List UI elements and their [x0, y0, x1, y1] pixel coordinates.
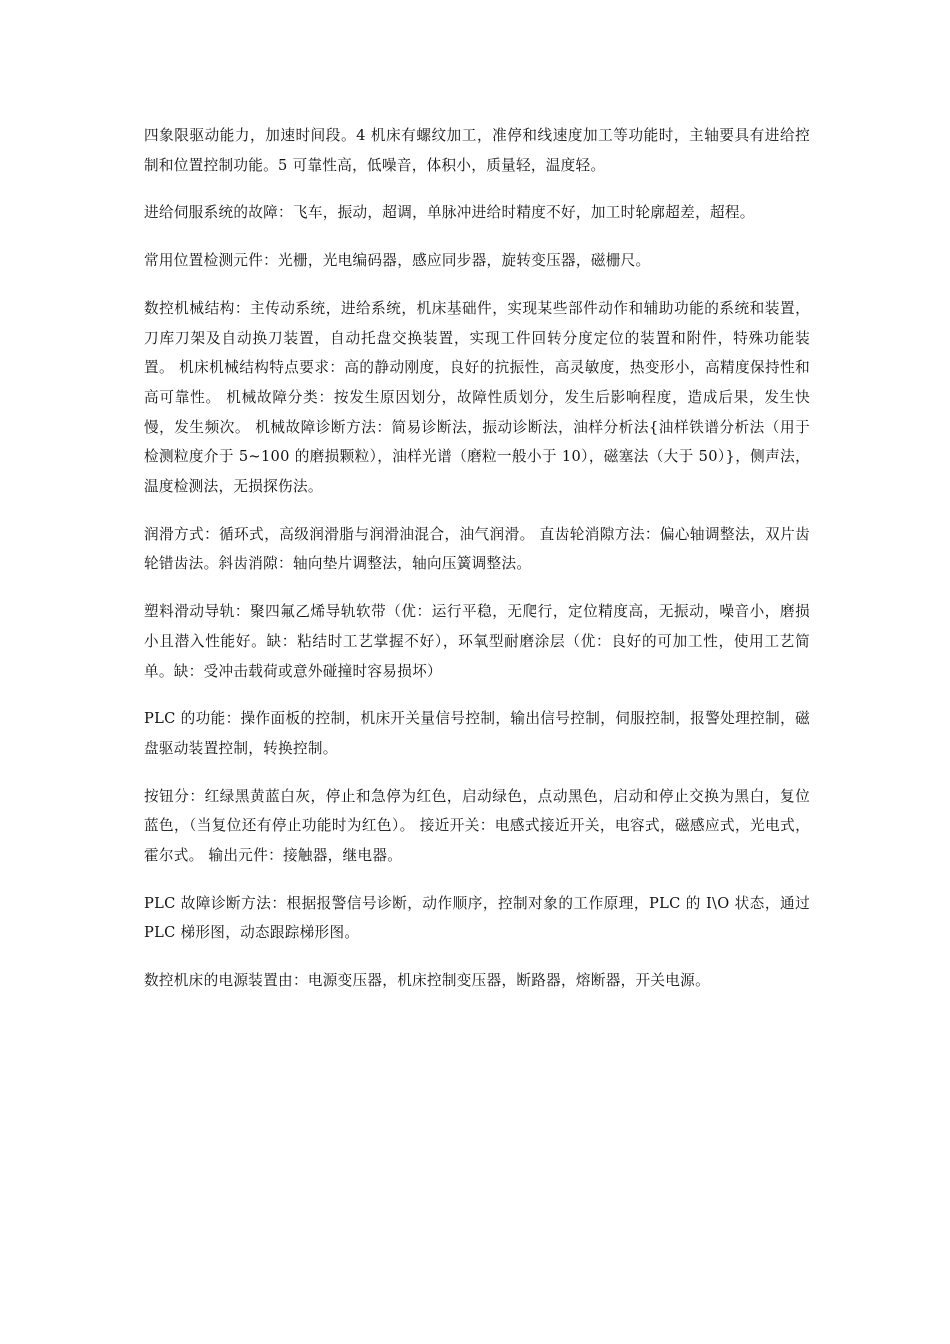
- paragraph-plc-functions: PLC 的功能：操作面板的控制，机床开关量信号控制，输出信号控制，伺服控制，报警处理控制，磁盘驱动装置控制，转换控制。: [144, 710, 810, 757]
- paragraph-mechanical-structure: 数控机械结构：主传动系统，进给系统，机床基础件，实现某些部件动作和辅助功能的系统和装置，刀库刀架及自动换刀装置，自动托盘交换装置，实现工件回转分度定位的装置和附件，特殊功能装置。 机床机械结构特点要求：高的静动刚度，良好的抗振性，高灵敏度，热变形小，高精度保持性和高可靠性。 机械故障分类：按发生原因划分，故障性质划分，发生后影响程度，造成后果，发生快慢，发生频次。 机械故障诊断方法：简易诊断法，振动诊断法，油样分析法{油样铁谱分析法（用于检测粒度介于 5~100 的磨损颗粒），油样光谱（磨粒一般小于 10），磁塞法（大于 50）}，侧声法，温度检测法，无损探伤法。: [144, 299, 810, 496]
- paragraph-spindle-requirements: 四象限驱动能力，加速时间段。4 机床有螺纹加工，准停和线速度加工等功能时，主轴要具有进给控制和位置控制功能。5 可靠性高，低噪音，体积小，质量轻，温度轻。: [144, 127, 810, 174]
- document-page: [144, 121, 810, 1014]
- paragraph-power-supply: 数控机床的电源装置由：电源变压器，机床控制变压器，断路器，熔断器，开关电源。: [144, 972, 710, 990]
- paragraph-lubrication: 润滑方式：循环式，高级润滑脂与润滑油混合，油气润滑。 直齿轮消隙方法：偏心轴调整法，双片齿轮错齿法。斜齿消隙：轴向垫片调整法，轴向压簧调整法。: [144, 525, 810, 573]
- paragraph-plc-diagnosis: PLC 故障诊断方法：根据报警信号诊断，动作顺序，控制对象的工作原理，PLC 的 I\O 状态，通过 PLC 梯形图，动态跟踪梯形图。: [144, 894, 810, 942]
- paragraph-servo-faults: 进给伺服系统的故障：飞车，振动，超调，单脉冲进给时精度不好，加工时轮廓超差，超程。: [144, 204, 755, 222]
- paragraph-buttons-switches: 按钮分：红绿黑黄蓝白灰，停止和急停为红色，启动绿色，点动黑色，启动和停止交换为黑白，复位蓝色，（当复位还有停止功能时为红色）。 接近开关：电感式接近开关，电容式，磁感应式，光电式，霍尔式。 输出元件：接触器，继电器。: [144, 787, 810, 865]
- paragraph-position-sensors: 常用位置检测元件：光栅，光电编码器，感应同步器，旋转变压器，磁栅尺。: [144, 252, 651, 270]
- paragraph-plastic-guideways: 塑料滑动导轨：聚四氟乙烯导轨软带（优：运行平稳，无爬行，定位精度高，无振动，噪音小，磨损小且潜入性能好。缺：粘结时工艺掌握不好），环氧型耐磨涂层（优：良好的可加工性，使用工艺简单。缺：受冲击载荷或意外碰撞时容易损坏）: [144, 603, 810, 680]
